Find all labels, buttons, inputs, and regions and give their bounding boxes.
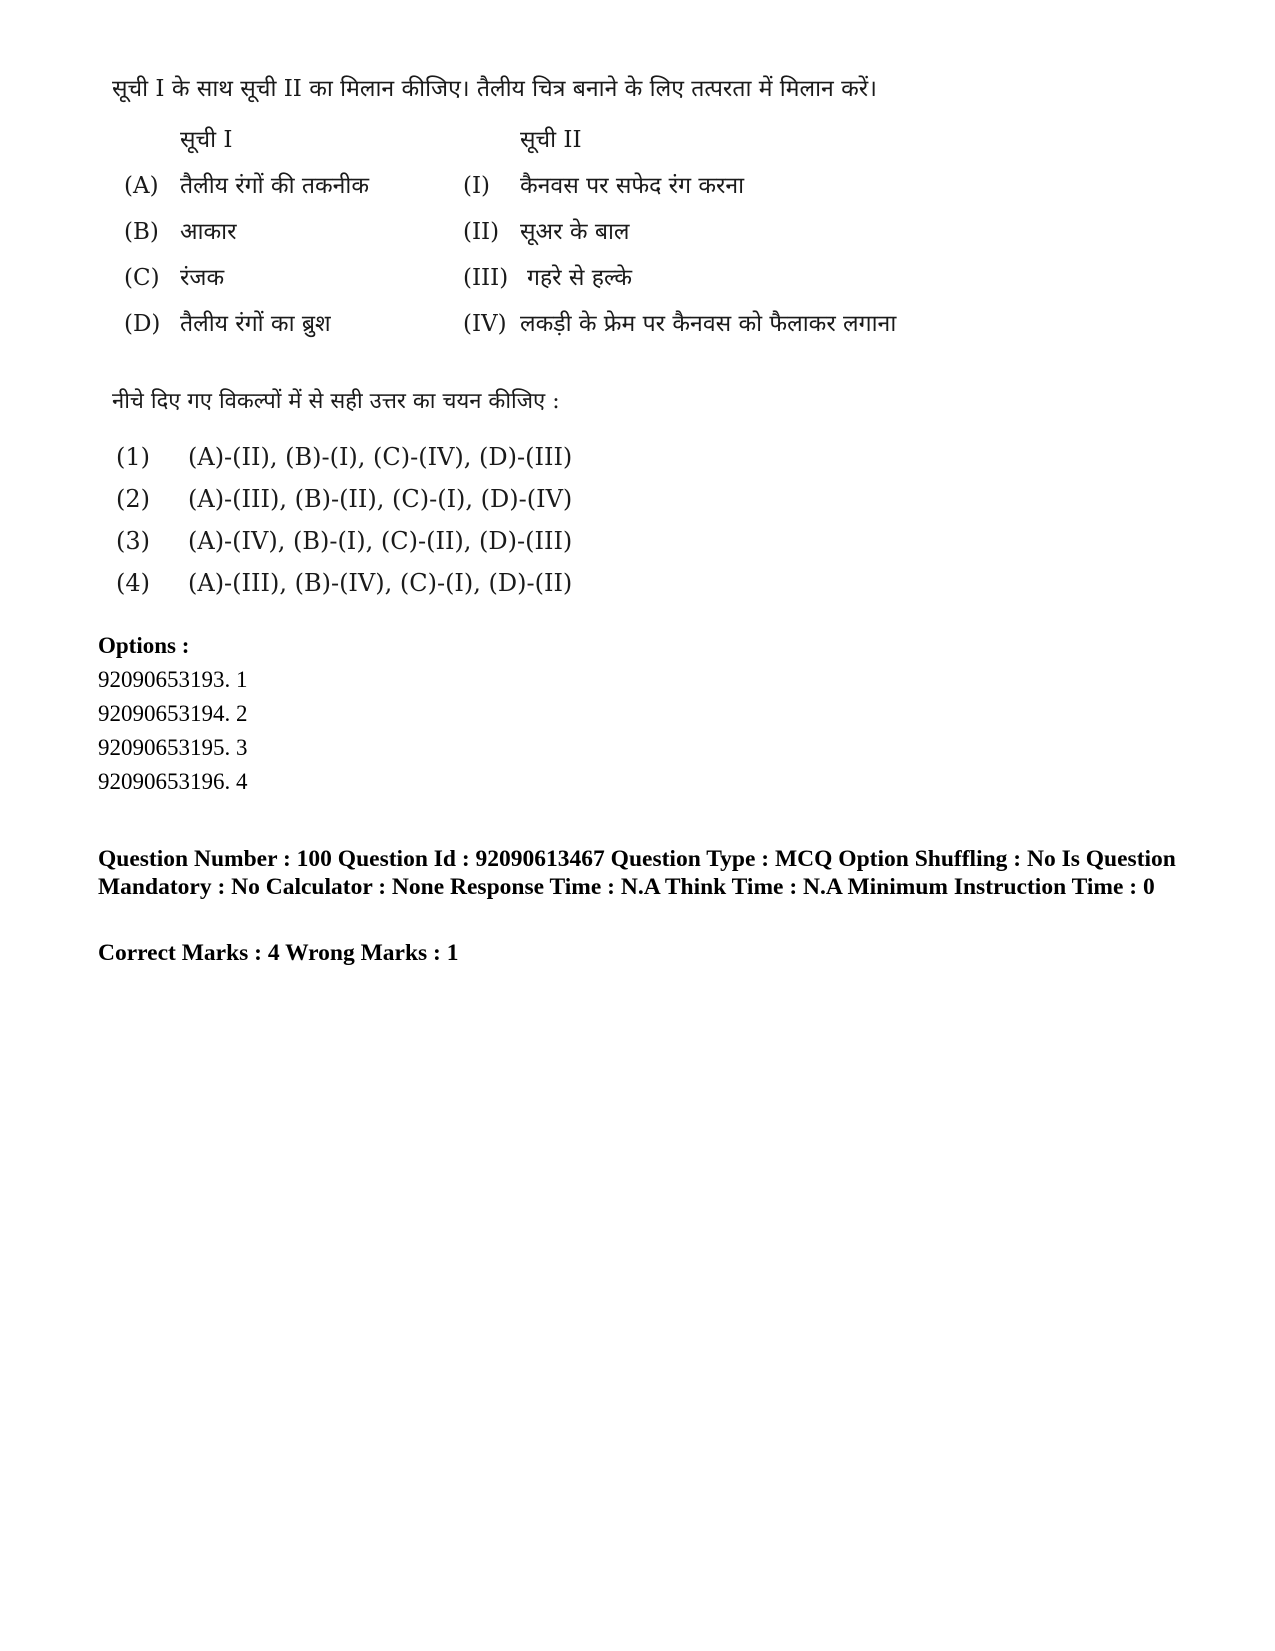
answer-choice (0, 566, 1275, 600)
match-row-list2-item: लकड़ी के फ्रेम पर कैनवस को फैलाकर लगाना (520, 311, 897, 337)
option-id-line: 92090653195. 3 (98, 735, 248, 760)
match-row-roman: (II) (463, 219, 500, 245)
answer-choice-text: (A)-(III), (B)-(II), (C)-(I), (D)-(IV) (188, 485, 573, 513)
answer-choice (0, 524, 1275, 558)
answer-choice-number: (4) (116, 569, 150, 597)
match-row-list1-item: रंजक (180, 265, 225, 291)
match-row-list2-item: कैनवस पर सफेद रंग करना (520, 173, 745, 199)
answer-choice-text: (A)-(III), (B)-(IV), (C)-(I), (D)-(II) (188, 569, 573, 597)
match-row (0, 262, 1275, 294)
answer-choice-text: (A)-(IV), (B)-(I), (C)-(II), (D)-(III) (188, 527, 573, 555)
match-row-list2-item: सूअर के बाल (520, 219, 630, 245)
match-row-list1-item: तैलीय रंगों की तकनीक (180, 173, 370, 199)
match-row (0, 216, 1275, 248)
match-row-list1-item: तैलीय रंगों का ब्रुश (180, 311, 331, 337)
question-intro: सूची I के साथ सूची II का मिलान कीजिए। तैलीय चित्र बनाने के लिए तत्परता में मिलान करें। (112, 76, 877, 102)
answer-choice-text: (A)-(II), (B)-(I), (C)-(IV), (D)-(III) (188, 443, 573, 471)
match-row (0, 308, 1275, 340)
answer-choice-number: (2) (116, 485, 150, 513)
match-row-letter: (B) (124, 219, 159, 245)
question-metadata: Question Number : 100 Question Id : 92090613467 Question Type : MCQ Option Shuffling : No Is Question Mandatory : No Calculator : None Response Time : N.A Think Time : N.A Minimum Instruction Time : 0 (98, 846, 1176, 900)
answer-choice (0, 440, 1275, 474)
match-row (0, 170, 1275, 202)
match-row-letter: (C) (124, 265, 160, 291)
answer-choice (0, 482, 1275, 516)
match-row-letter: (D) (124, 311, 161, 337)
match-row-list1-item: आकार (180, 219, 237, 245)
option-id-line: 92090653193. 1 (98, 667, 248, 692)
match-row-roman: (III) (463, 265, 509, 291)
option-id-line: 92090653194. 2 (98, 701, 248, 726)
answer-choice-number: (3) (116, 527, 150, 555)
options-label: Options : (98, 633, 190, 658)
list-1-heading: सूची I (180, 127, 233, 153)
match-row-list2-item: गहरे से हल्के (527, 265, 632, 291)
match-row-roman: (IV) (463, 311, 507, 337)
match-row-roman: (I) (463, 173, 491, 199)
match-row-letter: (A) (124, 173, 159, 199)
list-2-heading: सूची II (520, 127, 582, 153)
marks-line: Correct Marks : 4 Wrong Marks : 1 (98, 940, 459, 966)
option-id-line: 92090653196. 4 (98, 769, 248, 794)
answer-instruction: नीचे दिए गए विकल्पों में से सही उत्तर का चयन कीजिए : (112, 389, 560, 414)
answer-choice-number: (1) (116, 443, 150, 471)
